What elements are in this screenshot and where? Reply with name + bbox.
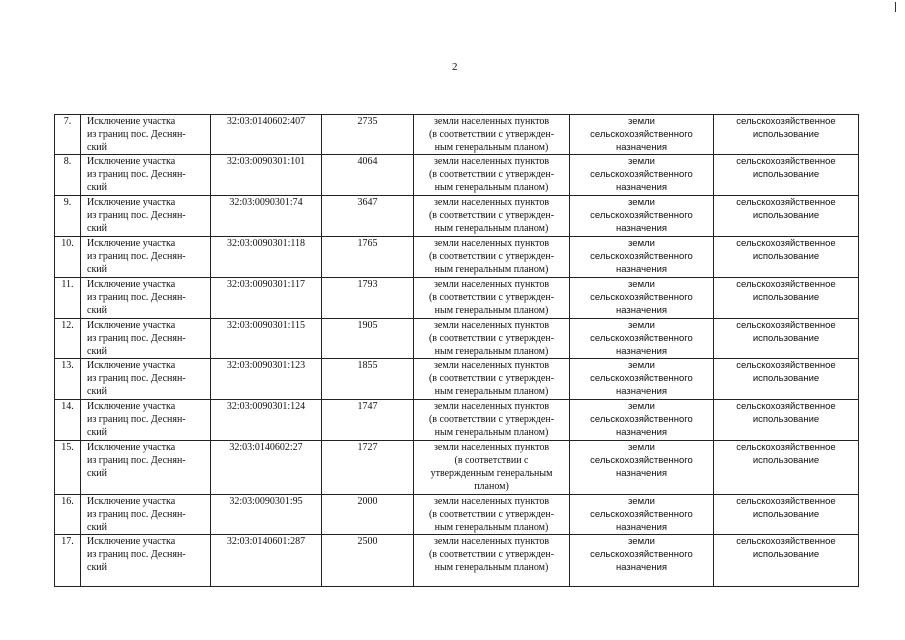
permitted-use-cell-line: использование [752, 210, 820, 221]
description-cell-line: Исключение участка [87, 496, 176, 507]
permitted-use-cell-line: сельскохозяйственное [736, 320, 836, 331]
permitted-use-cell-line: использование [752, 333, 820, 344]
new-category-cell [570, 319, 714, 359]
current-category-cell [414, 278, 570, 319]
new-category-cell-line: земли [628, 360, 655, 371]
permitted-use-cell [714, 278, 859, 319]
new-category-cell [570, 278, 714, 319]
cadastral-number-cell: 32:03:0090301:123 [211, 359, 322, 400]
new-category-cell-line: земли [628, 238, 655, 249]
new-category-cell-line: сельскохозяйственного [590, 210, 693, 221]
permitted-use-cell-line: сельскохозяйственное [736, 442, 836, 453]
permitted-use-cell-line: сельскохозяйственное [736, 238, 836, 249]
table-row [55, 155, 859, 196]
current-category-cell-line: земли населенных пунктов [433, 197, 550, 208]
current-category-cell-line: ным генеральным планом) [434, 305, 549, 316]
table-row [55, 319, 859, 359]
description-cell [81, 535, 211, 587]
new-category-cell-line: сельскохозяйственного [590, 414, 693, 425]
description-cell-line: ский [87, 522, 107, 533]
new-category-cell-line: земли [628, 442, 655, 453]
new-category-cell [570, 441, 714, 495]
current-category-cell-line: земли населенных пунктов [433, 156, 550, 167]
permitted-use-cell-line: использование [752, 373, 820, 384]
new-category-cell-line: сельскохозяйственного [590, 455, 693, 466]
current-category-cell-line: ным генеральным планом) [434, 386, 549, 397]
description-cell [81, 115, 211, 155]
current-category-cell-line: (в соответствии с утвержден- [428, 251, 555, 262]
area-cell: 2735 [322, 115, 414, 155]
current-category-cell-line: (в соответствии с [454, 455, 529, 466]
new-category-cell-line: назначения [615, 427, 668, 438]
row-number-cell: 13. [55, 359, 81, 400]
current-category-cell-line: ным генеральным планом) [434, 522, 549, 533]
permitted-use-cell [714, 400, 859, 441]
new-category-cell [570, 196, 714, 237]
description-cell-line: Исключение участка [87, 401, 176, 412]
current-category-cell-line: земли населенных пунктов [433, 360, 550, 371]
new-category-cell-line: сельскохозяйственного [590, 549, 693, 560]
description-cell-line: Исключение участка [87, 360, 176, 371]
table-row [55, 359, 859, 400]
area-cell: 1793 [322, 278, 414, 319]
new-category-cell-line: сельскохозяйственного [590, 292, 693, 303]
new-category-cell-line: земли [628, 320, 655, 331]
area-cell: 2000 [322, 495, 414, 535]
table-row [55, 237, 859, 278]
new-category-cell-line: назначения [615, 468, 668, 479]
description-cell-line: из границ пос. Деснян- [87, 455, 186, 466]
description-cell-line: ский [87, 346, 107, 357]
current-category-cell-line: (в соответствии с утвержден- [428, 373, 555, 384]
current-category-cell [414, 319, 570, 359]
new-category-cell-line: земли [628, 401, 655, 412]
table-row [55, 535, 859, 587]
table-row [55, 441, 859, 495]
description-cell-line: из границ пос. Деснян- [87, 414, 186, 425]
row-number-cell: 11. [55, 278, 81, 319]
permitted-use-cell-line: сельскохозяйственное [736, 197, 836, 208]
new-category-cell-line: сельскохозяйственного [590, 129, 693, 140]
description-cell-line: ский [87, 142, 107, 153]
current-category-cell-line: земли населенных пунктов [433, 320, 550, 331]
current-category-cell [414, 495, 570, 535]
description-cell-line: ский [87, 223, 107, 234]
current-category-cell-line: (в соответствии с утвержден- [428, 210, 555, 221]
new-category-cell-line: назначения [615, 522, 668, 533]
cadastral-number-cell: 32:03:0090301:124 [211, 400, 322, 441]
description-cell [81, 155, 211, 196]
scan-edge-mark [895, 2, 896, 12]
permitted-use-cell [714, 155, 859, 196]
description-cell-line: из границ пос. Деснян- [87, 549, 186, 560]
description-cell-line: из границ пос. Деснян- [87, 210, 186, 221]
table-row [55, 495, 859, 535]
current-category-cell-line: ным генеральным планом) [434, 562, 549, 573]
description-cell [81, 441, 211, 495]
new-category-cell-line: назначения [615, 562, 668, 573]
new-category-cell-line: назначения [615, 264, 668, 275]
description-cell-line: из границ пос. Деснян- [87, 251, 186, 262]
current-category-cell-line: (в соответствии с утвержден- [428, 414, 555, 425]
description-cell-line: Исключение участка [87, 320, 176, 331]
area-cell: 1727 [322, 441, 414, 495]
permitted-use-cell [714, 196, 859, 237]
current-category-cell-line: земли населенных пунктов [433, 116, 550, 127]
area-cell: 1765 [322, 237, 414, 278]
cadastral-number-cell: 32:03:0090301:74 [211, 196, 322, 237]
permitted-use-cell-line: использование [752, 509, 820, 520]
area-cell: 1905 [322, 319, 414, 359]
new-category-cell-line: сельскохозяйственного [590, 373, 693, 384]
new-category-cell-line: назначения [615, 223, 668, 234]
new-category-cell [570, 495, 714, 535]
description-cell-line: ский [87, 264, 107, 275]
permitted-use-cell [714, 495, 859, 535]
current-category-cell-line: (в соответствии с утвержден- [428, 333, 555, 344]
description-cell-line: Исключение участка [87, 442, 176, 453]
cadastral-number-cell: 32:03:0140602:27 [211, 441, 322, 495]
current-category-cell-line: (в соответствии с утвержден- [428, 169, 555, 180]
area-cell: 2500 [322, 535, 414, 587]
permitted-use-cell-line: сельскохозяйственное [736, 116, 836, 127]
permitted-use-cell [714, 535, 859, 587]
row-number-cell: 8. [55, 155, 81, 196]
permitted-use-cell [714, 237, 859, 278]
description-cell-line: Исключение участка [87, 238, 176, 249]
permitted-use-cell-line: использование [752, 414, 820, 425]
new-category-cell-line: назначения [615, 305, 668, 316]
current-category-cell-line: земли населенных пунктов [433, 401, 550, 412]
permitted-use-cell-line: использование [752, 129, 820, 140]
current-category-cell [414, 155, 570, 196]
description-cell [81, 495, 211, 535]
description-cell-line: ский [87, 427, 107, 438]
current-category-cell-line: земли населенных пунктов [433, 279, 550, 290]
description-cell [81, 237, 211, 278]
new-category-cell-line: сельскохозяйственного [590, 251, 693, 262]
row-number-cell: 12. [55, 319, 81, 359]
current-category-cell-line: утвержденным генеральным [430, 468, 553, 479]
area-cell: 1855 [322, 359, 414, 400]
current-category-cell [414, 196, 570, 237]
permitted-use-cell-line: сельскохозяйственное [736, 496, 836, 507]
permitted-use-cell-line: сельскохозяйственное [736, 360, 836, 371]
cadastral-number-cell: 32:03:0090301:101 [211, 155, 322, 196]
current-category-cell-line: (в соответствии с утвержден- [428, 292, 555, 303]
current-category-cell-line: (в соответствии с утвержден- [428, 549, 555, 560]
description-cell [81, 196, 211, 237]
description-cell [81, 278, 211, 319]
current-category-cell-line: ным генеральным планом) [434, 142, 549, 153]
description-cell-line: Исключение участка [87, 279, 176, 290]
cadastral-number-cell: 32:03:0140602:407 [211, 115, 322, 155]
new-category-cell-line: назначения [615, 346, 668, 357]
new-category-cell [570, 535, 714, 587]
row-number-cell: 10. [55, 237, 81, 278]
current-category-cell-line: ным генеральным планом) [434, 346, 549, 357]
new-category-cell [570, 155, 714, 196]
new-category-cell-line: земли [628, 496, 655, 507]
cadastral-number-cell: 32:03:0090301:118 [211, 237, 322, 278]
row-number-cell: 14. [55, 400, 81, 441]
permitted-use-cell-line: использование [752, 549, 820, 560]
row-number-cell: 15. [55, 441, 81, 495]
description-cell-line: из границ пос. Деснян- [87, 169, 186, 180]
description-cell-line: ский [87, 305, 107, 316]
area-cell: 1747 [322, 400, 414, 441]
description-cell-line: ский [87, 468, 107, 479]
permitted-use-cell-line: сельскохозяйственное [736, 536, 836, 547]
description-cell-line: Исключение участка [87, 536, 176, 547]
area-cell: 4064 [322, 155, 414, 196]
row-number-cell: 17. [55, 535, 81, 587]
new-category-cell-line: земли [628, 116, 655, 127]
current-category-cell [414, 359, 570, 400]
new-category-cell-line: сельскохозяйственного [590, 169, 693, 180]
current-category-cell [414, 441, 570, 495]
cadastral-number-cell: 32:03:0090301:115 [211, 319, 322, 359]
permitted-use-cell-line: использование [752, 169, 820, 180]
description-cell-line: из границ пос. Деснян- [87, 292, 186, 303]
permitted-use-cell [714, 319, 859, 359]
current-category-cell-line: ным генеральным планом) [434, 223, 549, 234]
description-cell [81, 319, 211, 359]
area-cell: 3647 [322, 196, 414, 237]
permitted-use-cell-line: сельскохозяйственное [736, 401, 836, 412]
description-cell-line: ский [87, 562, 107, 573]
current-category-cell-line: земли населенных пунктов [433, 496, 550, 507]
cadastral-number-cell: 32:03:0090301:95 [211, 495, 322, 535]
current-category-cell-line: ным генеральным планом) [434, 182, 549, 193]
current-category-cell [414, 535, 570, 587]
description-cell-line: Исключение участка [87, 116, 176, 127]
description-cell-line: Исключение участка [87, 197, 176, 208]
current-category-cell-line: земли населенных пунктов [433, 536, 550, 547]
permitted-use-cell-line: использование [752, 455, 820, 466]
row-number-cell: 16. [55, 495, 81, 535]
permitted-use-cell-line: использование [752, 251, 820, 262]
new-category-cell-line: назначения [615, 142, 668, 153]
current-category-cell-line: (в соответствии с утвержден- [428, 129, 555, 140]
current-category-cell [414, 115, 570, 155]
permitted-use-cell [714, 115, 859, 155]
new-category-cell-line: назначения [615, 386, 668, 397]
new-category-cell [570, 115, 714, 155]
table-row [55, 278, 859, 319]
permitted-use-cell-line: сельскохозяйственное [736, 279, 836, 290]
new-category-cell-line: сельскохозяйственного [590, 333, 693, 344]
new-category-cell [570, 359, 714, 400]
table-row [55, 400, 859, 441]
new-category-cell-line: земли [628, 156, 655, 167]
current-category-cell-line: земли населенных пунктов [433, 238, 550, 249]
table-row [55, 115, 859, 155]
new-category-cell-line: сельскохозяйственного [590, 509, 693, 520]
new-category-cell-line: земли [628, 536, 655, 547]
permitted-use-cell [714, 359, 859, 400]
description-cell [81, 400, 211, 441]
land-plots-table [54, 114, 858, 587]
current-category-cell-line: ным генеральным планом) [434, 427, 549, 438]
new-category-cell [570, 237, 714, 278]
new-category-cell-line: земли [628, 197, 655, 208]
description-cell-line: из границ пос. Деснян- [87, 333, 186, 344]
table-row [55, 196, 859, 237]
current-category-cell [414, 400, 570, 441]
current-category-cell-line: земли населенных пунктов [433, 442, 550, 453]
row-number-cell: 9. [55, 196, 81, 237]
new-category-cell-line: земли [628, 279, 655, 290]
description-cell-line: ский [87, 182, 107, 193]
description-cell-line: ский [87, 386, 107, 397]
table-body [55, 115, 859, 587]
new-category-cell-line: назначения [615, 182, 668, 193]
permitted-use-cell-line: сельскохозяйственное [736, 156, 836, 167]
cadastral-number-cell: 32:03:0090301:117 [211, 278, 322, 319]
permitted-use-cell-line: использование [752, 292, 820, 303]
row-number-cell: 7. [55, 115, 81, 155]
current-category-cell-line: планом) [474, 481, 509, 492]
current-category-cell [414, 237, 570, 278]
description-cell-line: Исключение участка [87, 156, 176, 167]
description-cell [81, 359, 211, 400]
description-cell-line: из границ пос. Деснян- [87, 129, 186, 140]
new-category-cell [570, 400, 714, 441]
cadastral-number-cell: 32:03:0140601:287 [211, 535, 322, 587]
page-number: 2 [452, 61, 458, 73]
description-cell-line: из границ пос. Деснян- [87, 373, 186, 384]
current-category-cell-line: (в соответствии с утвержден- [428, 509, 555, 520]
permitted-use-cell [714, 441, 859, 495]
current-category-cell-line: ным генеральным планом) [434, 264, 549, 275]
description-cell-line: из границ пос. Деснян- [87, 509, 186, 520]
